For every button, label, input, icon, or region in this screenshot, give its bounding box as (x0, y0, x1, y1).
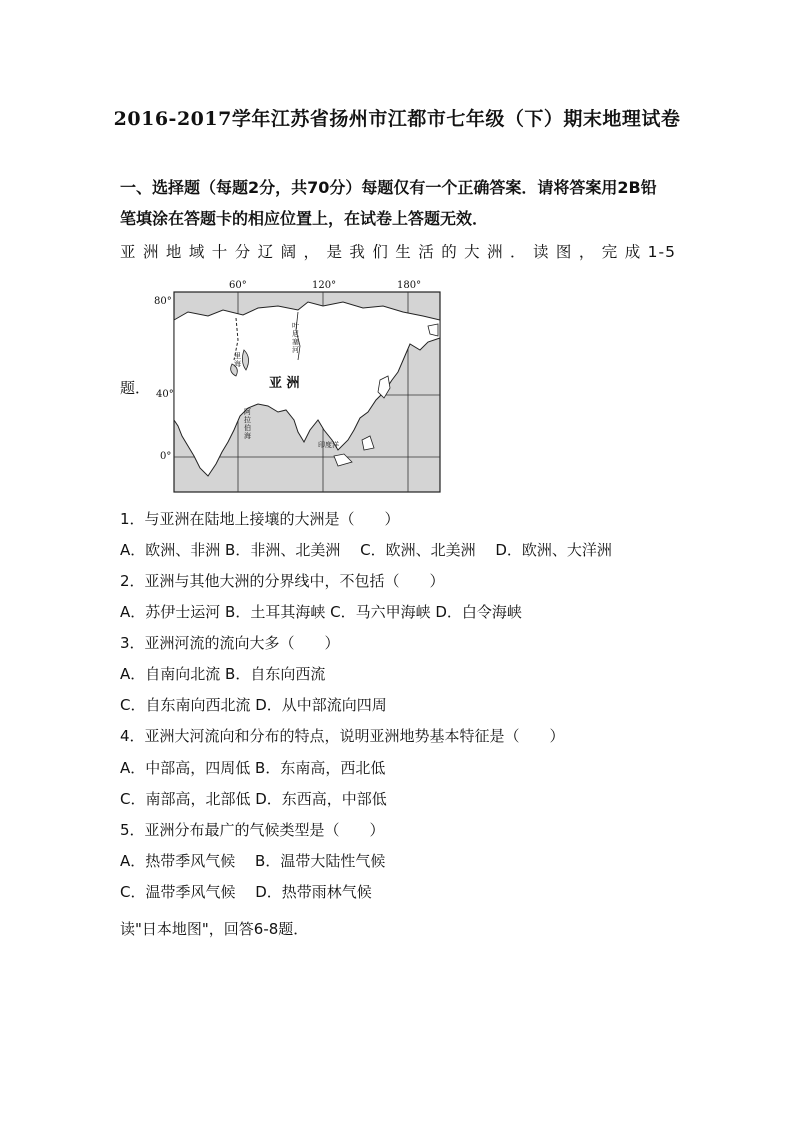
map-lon-label: 60° (229, 280, 247, 291)
intro-text-end: 题． (120, 379, 151, 397)
section-heading-line1: 一、选择题（每题2分，共70分）每题仅有一个正确答案．请将答案用2B铅 (120, 178, 657, 197)
map-lon-label: 120° (312, 280, 337, 291)
question-2: 2．亚洲与其他大洲的分界线中，不包括（ ） (120, 572, 445, 590)
map-sea-label: 阿拉伯海 (244, 408, 251, 440)
question-4: 4．亚洲大河流向和分布的特点，说明亚洲地势基本特征是（ ） (120, 727, 565, 745)
map-ocean-label: 印度洋 (318, 441, 339, 449)
question-5: 5．亚洲分布最广的气候类型是（ ） (120, 821, 385, 839)
question-4-options-b: C．南部高，北部低 D．东西高，中部低 (120, 790, 387, 808)
intro-text: 亚洲地域十分辽阔，是我们生活的大洲．读图，完成1-5 (120, 243, 676, 261)
question-5-options-b: C．温带季风气候 D．热带雨林气候 (120, 883, 372, 901)
map-lat-label: 80° (154, 296, 172, 307)
question-1: 1．与亚洲在陆地上接壤的大洲是（ ） (120, 510, 400, 528)
map-lat-label: 0° (160, 451, 172, 462)
question-2-options: A．苏伊士运河 B．土耳其海峡 C．马六甲海峡 D．白令海峡 (120, 603, 522, 621)
question-4-options-a: A．中部高，四周低 B．东南高，西北低 (120, 759, 386, 777)
map-lat-label: 40° (156, 389, 174, 400)
question-3: 3．亚洲河流的流向大多（ ） (120, 634, 340, 652)
map-lon-label: 180° (397, 280, 422, 291)
map-lake-label: 里海 (234, 352, 241, 368)
question-5-options-a: A．热带季风气候 B．温带大陆性气候 (120, 852, 386, 870)
map-river-label: 叶尼塞河 (292, 322, 299, 354)
next-reading-prompt: 读"日本地图"，回答6-8题． (120, 920, 309, 938)
question-3-options-b: C．自东南向西北流 D．从中部流向四周 (120, 696, 387, 714)
question-1-options: A．欧洲、非洲 B．非洲、北美洲 C．欧洲、北美洲 D．欧洲、大洋洲 (120, 541, 612, 559)
page-title: 2016-2017学年江苏省扬州市江都市七年级（下）期末地理试卷 (113, 108, 681, 130)
question-3-options-a: A．自南向北流 B．自东向西流 (120, 665, 326, 683)
map-continent-label: 亚 洲 (269, 376, 300, 391)
section-heading (120, 172, 680, 234)
section-heading-line2: 笔填涂在答题卡的相应位置上，在试卷上答题无效． (120, 209, 489, 228)
